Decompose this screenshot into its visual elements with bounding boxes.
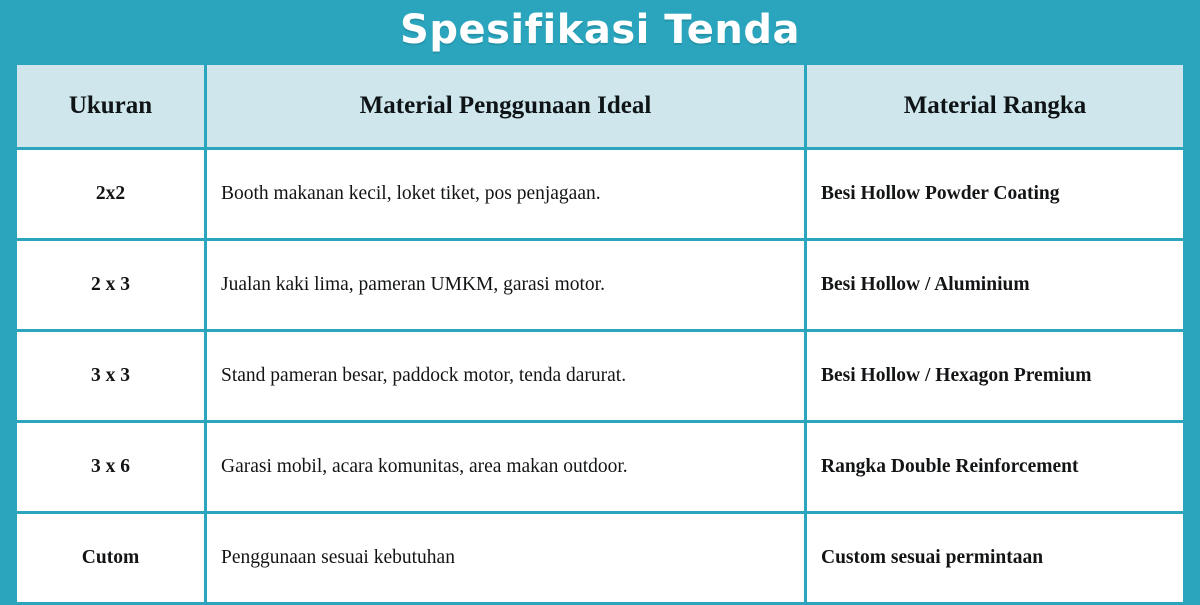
- cell-material-rangka: Rangka Double Reinforcement: [806, 422, 1185, 513]
- cell-material-penggunaan: Penggunaan sesuai kebutuhan: [206, 513, 806, 604]
- table-header: [16, 64, 1185, 149]
- table-row: [16, 422, 1185, 513]
- cell-ukuran: 2 x 3: [16, 240, 206, 331]
- cell-material-penggunaan: Booth makanan kecil, loket tiket, pos penjagaan.: [206, 149, 806, 240]
- cell-material-rangka: Custom sesuai permintaan: [806, 513, 1185, 604]
- table-row: [16, 513, 1185, 604]
- cell-material-penggunaan: Jualan kaki lima, pameran UMKM, garasi motor.: [206, 240, 806, 331]
- cell-material-rangka: Besi Hollow / Aluminium: [806, 240, 1185, 331]
- cell-ukuran: 3 x 3: [16, 331, 206, 422]
- column-header-ukuran: Ukuran: [16, 64, 206, 149]
- spec-table: [14, 62, 1186, 605]
- table-body: [16, 149, 1185, 604]
- header-row: [16, 64, 1185, 149]
- column-header-material-penggunaan: Material Penggunaan Ideal: [206, 64, 806, 149]
- cell-material-rangka: Besi Hollow Powder Coating: [806, 149, 1185, 240]
- column-header-material-rangka: Material Rangka: [806, 64, 1185, 149]
- cell-ukuran: 3 x 6: [16, 422, 206, 513]
- cell-material-rangka: Besi Hollow / Hexagon Premium: [806, 331, 1185, 422]
- cell-material-penggunaan: Garasi mobil, acara komunitas, area makan outdoor.: [206, 422, 806, 513]
- table-row: [16, 149, 1185, 240]
- page-title: Spesifikasi Tenda: [400, 7, 800, 53]
- cell-material-penggunaan: Stand pameran besar, paddock motor, tenda darurat.: [206, 331, 806, 422]
- cell-ukuran: Cutom: [16, 513, 206, 604]
- table-row: [16, 331, 1185, 422]
- spec-table-container: [14, 62, 1186, 605]
- cell-ukuran: 2x2: [16, 149, 206, 240]
- table-row: [16, 240, 1185, 331]
